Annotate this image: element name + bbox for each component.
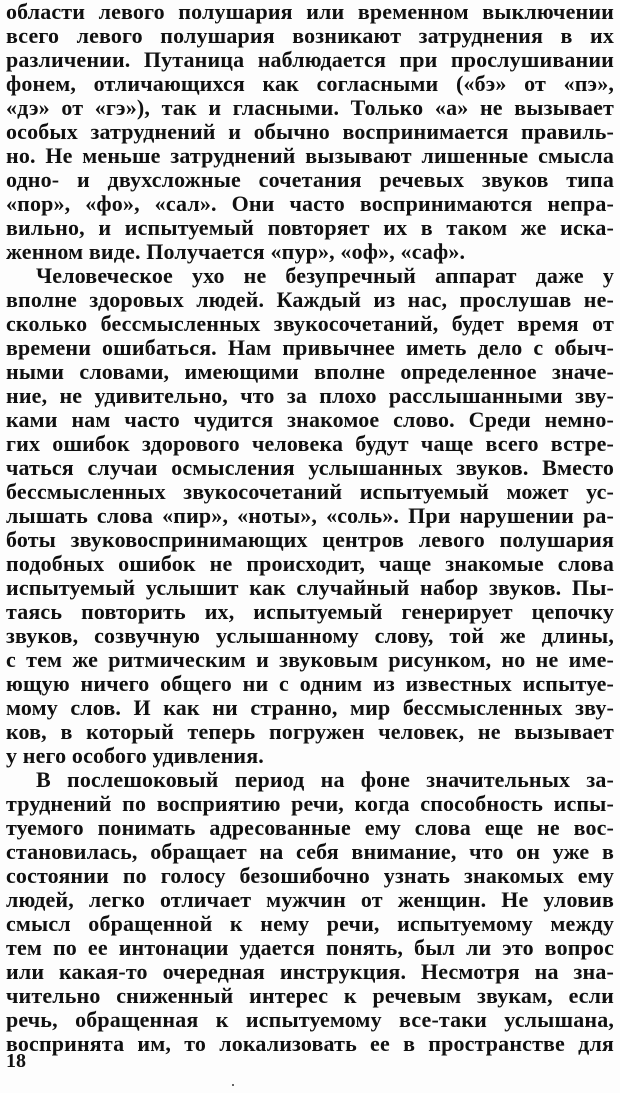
- text-line: гих ошибок здорового человека будут чаще всего встре-: [6, 432, 614, 456]
- text-line: смысл обращенной к нему речи, испытуемому между: [6, 912, 614, 936]
- text-line: вильно, и испытуемый повторяет их в таком же иска-: [6, 216, 614, 240]
- text-line: ющую ничего общего ни с одним из известных испытуе-: [6, 672, 614, 696]
- text-line: сколько бессмысленных звукосочетаний, будет время от: [6, 312, 614, 336]
- text-line: воспринята им, то локализовать ее в пространстве для: [6, 1032, 614, 1056]
- text-line: или какая-то очередная инструкция. Несмотря на зна-: [6, 960, 614, 984]
- text-line: ными словами, имеющими вполне определенное значе-: [6, 360, 614, 384]
- text-line: чительно сниженный интерес к речевым звукам, если: [6, 984, 614, 1008]
- text-line: области левого полушария или временном выключении: [6, 0, 614, 24]
- text-line: боты звуковоспринимающих центров левого полушария: [6, 528, 614, 552]
- text-line: ние, не удивительно, что за плохо расслышанными зву-: [6, 384, 614, 408]
- text-line: вполне здоровых людей. Каждый из нас, прослушав не-: [6, 288, 614, 312]
- text-line: людей, легко отличает мужчин от женщин. Не уловив: [6, 888, 614, 912]
- text-line: времени ошибаться. Нам привычнее иметь дело с обыч-: [6, 336, 614, 360]
- text-line: труднений по восприятию речи, когда способность испы-: [6, 792, 614, 816]
- text-line: мому слов. И как ни странно, мир бессмысленных зву-: [6, 696, 614, 720]
- text-line: одно- и двухсложные сочетания речевых звуков типа: [6, 168, 614, 192]
- text-line: но. Не меньше затруднений вызывают лишенные смысла: [6, 144, 614, 168]
- text-line: становилась, обращает на себя внимание, что он уже в: [6, 840, 614, 864]
- text-line: тем по ее интонации удается понять, был ли это вопрос: [6, 936, 614, 960]
- text-line: всего левого полушария возникают затруднения в их: [6, 24, 614, 48]
- page-number: 18: [6, 1050, 26, 1072]
- print-speck: [232, 1084, 234, 1086]
- body-text: [6, 0, 614, 1056]
- text-line: «пор», «фо», «сал». Они часто воспринимаются непра-: [6, 192, 614, 216]
- text-line: состоянии по голосу безошибочно узнать знакомых ему: [6, 864, 614, 888]
- text-line: различении. Путаница наблюдается при прослушивании: [6, 48, 614, 72]
- text-line: ками нам часто чудится знакомое слово. Среди немно-: [6, 408, 614, 432]
- text-line: речь, обращенная к испытуемому все-таки услышана,: [6, 1008, 614, 1032]
- text-line: у него особого удивления.: [6, 744, 264, 768]
- text-line: женном виде. Получается «пур», «оф», «саф».: [6, 240, 466, 264]
- text-line: туемого понимать адресованные ему слова еще не вос-: [6, 816, 614, 840]
- text-line: звуков, созвучную услышанному слову, той же длины,: [6, 624, 614, 648]
- text-line: ков, в который теперь погружен человек, не вызывает: [6, 720, 614, 744]
- text-line: бессмысленных звукосочетаний испытуемый может ус-: [6, 480, 614, 504]
- text-line: особых затруднений и обычно воспринимается правиль-: [6, 120, 614, 144]
- paragraph-first-line: В послешоковый период на фоне значительных за-: [36, 768, 614, 792]
- text-line: лышать слова «пир», «ноты», «соль». При нарушении ра-: [6, 504, 614, 528]
- text-line: фонем, отличающихся как согласными («бэ» от «пэ»,: [6, 72, 614, 96]
- paragraph-first-line: Человеческое ухо не безупречный аппарат даже у: [36, 264, 614, 288]
- text-line: чаться случаи осмысления услышанных звуков. Вместо: [6, 456, 614, 480]
- text-line: испытуемый услышит как случайный набор звуков. Пы-: [6, 576, 614, 600]
- text-line: подобных ошибок не происходит, чаще знакомые слова: [6, 552, 614, 576]
- text-line: «дэ» от «гэ»), так и гласными. Только «а» не вызывает: [6, 96, 614, 120]
- text-line: таясь повторить их, испытуемый генерирует цепочку: [6, 600, 614, 624]
- text-line: с тем же ритмическим и звуковым рисунком, но не име-: [6, 648, 614, 672]
